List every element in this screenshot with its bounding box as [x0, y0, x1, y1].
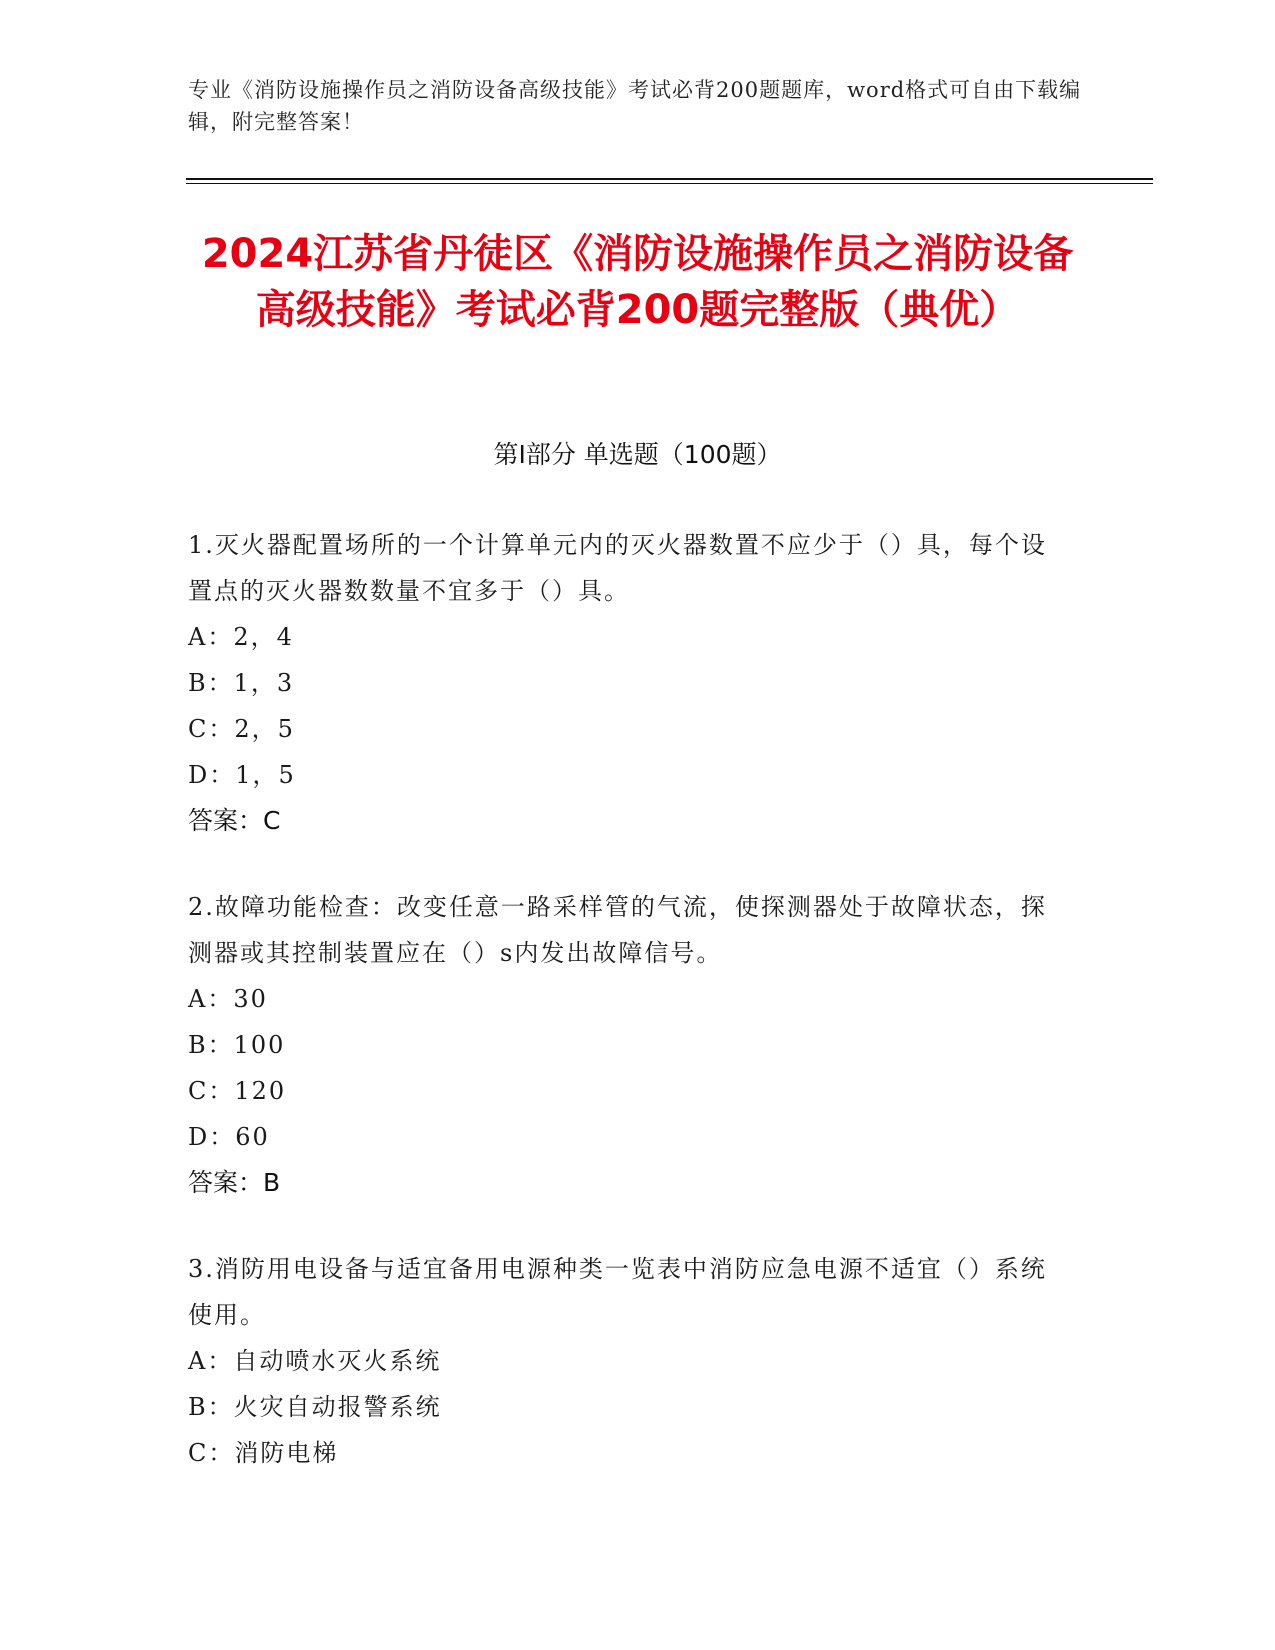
option-b: B：100	[188, 1031, 286, 1059]
document-title: 2024江苏省丹徒区《消防设施操作员之消防设备高级技能》考试必背200题完整版（典优）	[201, 231, 1074, 333]
section-title: 第Ⅰ部分 单选题（100题）	[493, 440, 782, 469]
option-b: B：火灾自动报警系统	[188, 1393, 442, 1421]
question-stem: 2.故障功能检查：改变任意一路采样管的气流，使探测器处于故障状态，探测器或其控制装置应在（）s内发出故障信号。	[188, 893, 1047, 967]
answer: 答案：B	[188, 1168, 281, 1197]
option-a: A：2，4	[188, 623, 294, 651]
header-note: 专业《消防设施操作员之消防设备高级技能》考试必背200题题库，word格式可自由下载编辑，附完整答案！	[188, 78, 1082, 134]
header-divider-thin	[186, 183, 1153, 184]
option-b: B：1，3	[188, 669, 295, 697]
option-c: C：2，5	[188, 715, 295, 743]
option-c: C：消防电梯	[188, 1439, 339, 1467]
header-divider-thick	[186, 178, 1153, 180]
question-2	[188, 884, 1068, 1206]
option-d: D：1，5	[188, 761, 296, 789]
option-c: C：120	[188, 1077, 287, 1105]
option-a: A：30	[188, 985, 268, 1013]
option-d: D：60	[188, 1123, 270, 1151]
question-3	[188, 1246, 1068, 1476]
option-a: A：自动喷水灭火系统	[188, 1347, 442, 1375]
question-stem: 3.消防用电设备与适宜备用电源种类一览表中消防应急电源不适宜（）系统使用。	[188, 1255, 1047, 1329]
answer: 答案：C	[188, 806, 281, 835]
question-1	[188, 522, 1068, 844]
question-stem: 1.灭火器配置场所的一个计算单元内的灭火器数置不应少于（）具，每个设置点的灭火器数数量不宜多于（）具。	[188, 531, 1047, 605]
